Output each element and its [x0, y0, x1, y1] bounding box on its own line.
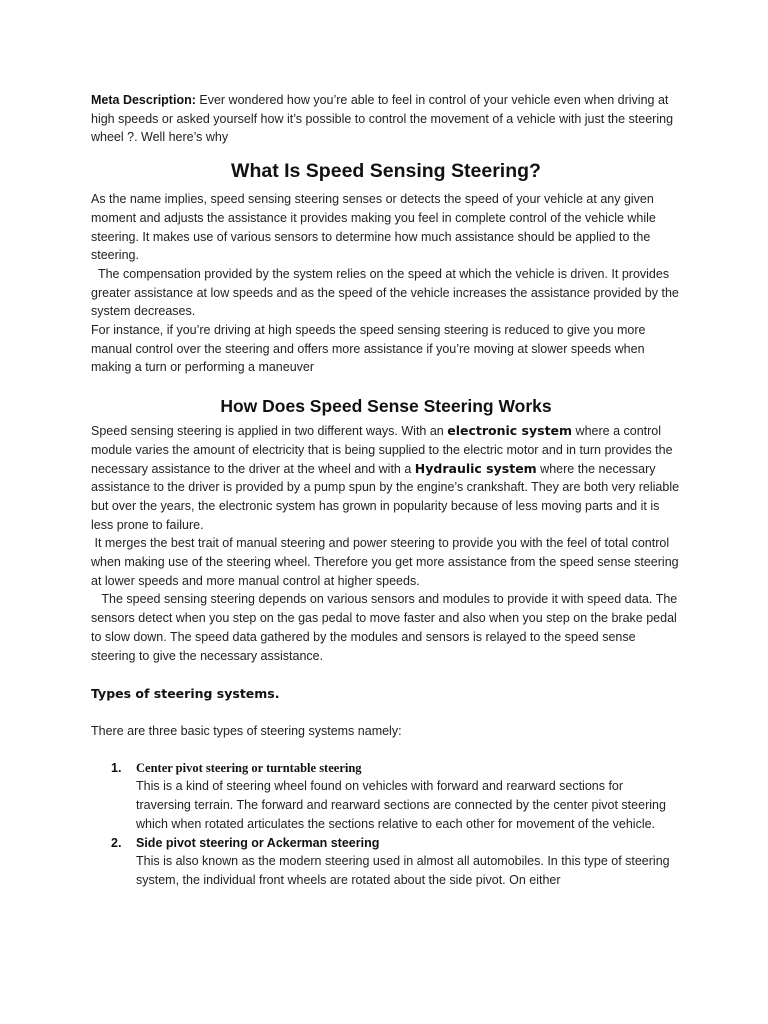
- types-intro: There are three basic types of steering systems namely:: [91, 723, 402, 738]
- keyword-electronic-system: electronic system: [447, 423, 573, 439]
- paragraph-text: where the necessary assistance to the driver is provided by a pump spun by the engine’s crankshaft. They are both very reliable but over the years, the electronic system has grown in popularity because of less moving parts and it is less prone to failure.: [91, 461, 680, 532]
- paragraph: The compensation provided by the system relies on the speed at which the vehicle is driven. It provides greater assistance at low speeds and as the speed of the vehicle increases the assistance provided by the system decreases.: [91, 266, 679, 319]
- paragraph: As the name implies, speed sensing steering senses or detects the speed of your vehicle at any given moment and adjusts the assistance it provides making you feel in complete control of the vehicle while steering. It makes use of various sensors to determine how much assistance should be applied to the steering.: [91, 192, 656, 263]
- list-item-title: Side pivot steering or Ackerman steering: [136, 835, 380, 850]
- paragraph: For instance, if you’re driving at high speeds the speed sensing steering is reduced to give you more manual control over the steering and offers more assistance if you’re moving at slower speeds when making a turn or performing a maneuver: [91, 323, 646, 375]
- section-title-what-is: What Is Speed Sensing Steering?: [231, 160, 541, 183]
- meta-description-label: Meta Description:: [91, 93, 196, 107]
- paragraph-text: Speed sensing steering is applied in two different ways. With an: [91, 424, 448, 439]
- paragraph: [91, 422, 681, 534]
- meta-description: [91, 91, 681, 147]
- types-list: [91, 759, 681, 890]
- keyword-hydraulic-system: Hydraulic system: [414, 460, 537, 476]
- list-item-title: Center pivot steering or turntable steering: [136, 760, 362, 775]
- list-item: [91, 759, 681, 834]
- list-number: 2.: [111, 835, 122, 850]
- list-item-text: This is a kind of steering wheel found on vehicles with forward and rearward sections for traversing terrain. The forward and rearward sections are connected by the center pivot steering which when rotated articulates the sections relative to each other for movement of the vehicle.: [136, 779, 666, 831]
- paragraph: It merges the best trait of manual steering and power steering to provide you with the feel of total control when making use of the steering wheel. Therefore you get more assistance from the speed sense steering at lower speeds and more manual control at higher speeds.: [91, 536, 679, 588]
- paragraph: The speed sensing steering depends on various sensors and modules to provide it with speed data. The sensors detect when you step on the gas pedal to move faster and also when you step on the brake pedal to slow down. The speed data gathered by the modules and sensors is relayed to the speed sense steering to give the necessary assistance.: [91, 592, 678, 663]
- paragraph-text: where a control module varies the amount of electricity that is being supplied to the electric motor and in turn provides the necessary assistance to the driver at the wheel and with a: [91, 424, 673, 476]
- list-number: 1.: [111, 760, 122, 775]
- types-heading: Types of steering systems.: [91, 686, 280, 702]
- list-item-text: This is also known as the modern steering used in almost all automobiles. In this type of steering system, the individual front wheels are rotated about the side pivot. On either: [136, 854, 670, 887]
- list-item: [91, 834, 681, 890]
- section-title-how-does: How Does Speed Sense Steering Works: [220, 396, 552, 417]
- document-body: [91, 91, 681, 890]
- meta-description-text: Ever wondered how you’re able to feel in control of your vehicle even when driving at high speeds or asked yourself how it’s possible to control the movement of a vehicle with just the steering wheel ?. Well here’s why: [91, 93, 674, 145]
